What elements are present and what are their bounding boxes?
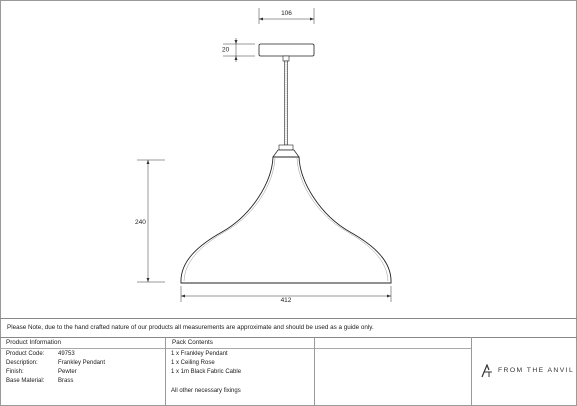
blank-column-header: [315, 337, 471, 349]
info-label: Finish:: [6, 369, 24, 375]
pack-item: 1 x 1m Black Fabric Cable: [171, 369, 242, 375]
info-row-finish: [6, 369, 77, 375]
column-divider: [471, 337, 472, 406]
shade-collar: [273, 150, 299, 157]
pack-contents-column: [166, 337, 314, 406]
dim-label-rose-height: 20: [222, 46, 230, 54]
pack-item: 1 x Ceiling Rose: [171, 360, 215, 366]
dim-label-shade-height: 240: [135, 219, 146, 226]
info-label: Description:: [6, 360, 38, 366]
dim-label-top-width: 106: [281, 10, 292, 17]
ceiling-rose: [259, 44, 314, 56]
pack-footer: All other necessary fixings: [171, 388, 241, 394]
info-row-code: [6, 351, 75, 357]
info-value: Frankley Pendant: [58, 360, 106, 366]
pack-item: 1 x Frankley Pendant: [171, 351, 228, 357]
disclaimer-note: Please Note, due to the hand crafted nature of our products all measurements are approximate and should be used as a guide only.: [7, 324, 374, 331]
info-label: Product Code:: [6, 351, 45, 357]
disclaimer-bar: [0, 318, 577, 338]
blank-column: [315, 337, 471, 406]
lamp-holder: [279, 145, 293, 150]
info-value: 49753: [58, 351, 75, 357]
dim-label-shade-width: 412: [280, 297, 292, 304]
info-row-description: [6, 360, 105, 366]
info-value: Pewter: [58, 369, 77, 375]
brand-name: FROM THE ANVIL: [498, 367, 575, 374]
cable-grip: [283, 56, 289, 61]
info-label: Base Material:: [6, 378, 45, 384]
info-row-material: [6, 378, 73, 384]
product-info-header: Product Information: [0, 337, 165, 349]
anvil-logo-icon: [480, 364, 494, 378]
pendant-shade: [181, 157, 391, 283]
info-value: Brass: [58, 378, 74, 384]
info-table: [0, 337, 577, 406]
pack-contents-header: Pack Contents: [166, 337, 314, 349]
product-info-column: [0, 337, 165, 406]
